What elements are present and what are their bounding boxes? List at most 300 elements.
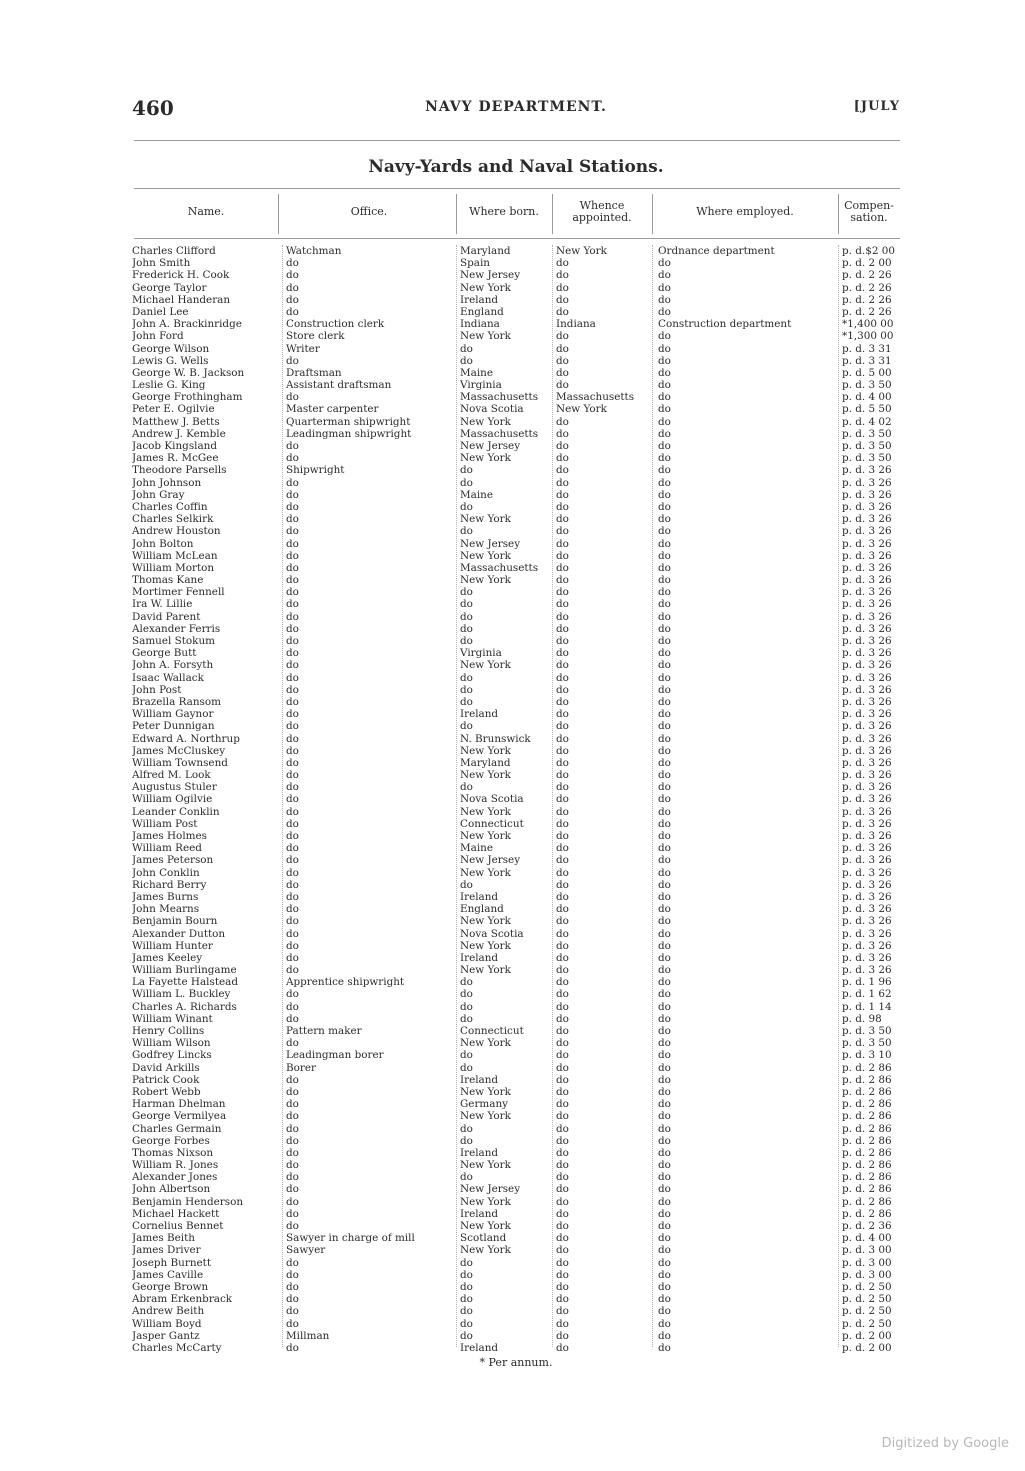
table-row bbox=[132, 1049, 900, 1061]
cell-born: New York bbox=[460, 964, 511, 977]
cell-name: George Wilson bbox=[132, 342, 210, 355]
cell-born: England bbox=[460, 903, 504, 916]
cell-employed: do bbox=[658, 903, 671, 916]
cell-compensation: p. d. 3 31 bbox=[842, 354, 892, 367]
cell-compensation: p. d. 3 26 bbox=[842, 830, 892, 842]
cell-employed: do bbox=[658, 927, 671, 940]
cell-compensation: p. d. 2 50 bbox=[842, 1305, 892, 1318]
cell-compensation: p. d. 3 26 bbox=[842, 488, 892, 501]
cell-compensation: p. d. 3 26 bbox=[842, 793, 892, 806]
cell-employed: Construction department bbox=[658, 318, 792, 331]
table-row bbox=[132, 940, 900, 952]
cell-born: New York bbox=[460, 1110, 511, 1123]
cell-compensation: p. d. 2 50 bbox=[842, 1293, 892, 1306]
table-row bbox=[132, 1318, 900, 1330]
table-top-rule bbox=[134, 188, 900, 189]
cell-born: do bbox=[460, 500, 473, 513]
cell-office: do bbox=[286, 659, 299, 672]
table-row bbox=[132, 525, 900, 537]
table-row bbox=[132, 538, 900, 550]
cell-born: do bbox=[460, 598, 473, 611]
cell-appointed: do bbox=[556, 878, 569, 891]
cell-name: Charles McCarty bbox=[132, 1341, 222, 1354]
cell-born: New York bbox=[460, 1037, 511, 1050]
table-row bbox=[132, 598, 900, 610]
cell-appointed: do bbox=[556, 1341, 569, 1354]
cell-appointed: do bbox=[556, 939, 569, 952]
cell-born: do bbox=[460, 988, 473, 1001]
cell-appointed: do bbox=[556, 1159, 569, 1172]
cell-office: do bbox=[286, 1305, 299, 1318]
cell-appointed: do bbox=[556, 890, 569, 903]
cell-office: do bbox=[286, 927, 299, 940]
table-row bbox=[132, 928, 900, 940]
table-row bbox=[132, 428, 900, 440]
table-row bbox=[132, 489, 900, 501]
cell-employed: do bbox=[658, 342, 671, 355]
cell-compensation: p. d. 3 00 bbox=[842, 1268, 892, 1281]
cell-compensation: p. d. 3 00 bbox=[842, 1256, 892, 1269]
cell-compensation: p. d. 3 50 bbox=[842, 440, 892, 452]
table-row bbox=[132, 1013, 900, 1025]
cell-office: do bbox=[286, 269, 299, 282]
cell-compensation: p. d. 2 86 bbox=[842, 1146, 892, 1159]
cell-appointed: do bbox=[556, 830, 569, 842]
cell-appointed: do bbox=[556, 732, 569, 745]
cell-born: Ireland bbox=[460, 293, 499, 306]
cell-born: Scotland bbox=[460, 1232, 507, 1245]
table-row bbox=[132, 1062, 900, 1074]
cell-born: Spain bbox=[460, 257, 490, 270]
cell-born: Maryland bbox=[460, 756, 511, 769]
table-row bbox=[132, 1269, 900, 1281]
cell-office: do bbox=[286, 1183, 299, 1196]
cell-born: do bbox=[460, 1134, 473, 1147]
cell-born: New York bbox=[460, 513, 511, 526]
cell-employed: do bbox=[658, 951, 671, 964]
table-row bbox=[132, 574, 900, 586]
cell-employed: do bbox=[658, 366, 671, 379]
column-header-office: Office. bbox=[350, 205, 388, 218]
cell-appointed: do bbox=[556, 330, 569, 343]
cell-office: do bbox=[286, 610, 299, 623]
table-row bbox=[132, 1281, 900, 1293]
table-row bbox=[132, 964, 900, 976]
cell-appointed: do bbox=[556, 561, 569, 574]
cell-office: Millman bbox=[286, 1329, 330, 1342]
cell-employed: do bbox=[658, 1098, 671, 1111]
table-row bbox=[132, 879, 900, 891]
cell-appointed: do bbox=[556, 500, 569, 513]
table-row bbox=[132, 1001, 900, 1013]
cell-compensation: p. d. 3 26 bbox=[842, 671, 892, 684]
table-title: Navy-Yards and Naval Stations. bbox=[368, 157, 664, 177]
cell-appointed: do bbox=[556, 1122, 569, 1135]
cell-name: Alfred M. Look bbox=[132, 769, 211, 782]
cell-office: Leadingman borer bbox=[286, 1049, 384, 1062]
cell-office: do bbox=[286, 1159, 299, 1172]
cell-appointed: do bbox=[556, 842, 569, 855]
column-header-born: Where born. bbox=[469, 205, 539, 218]
cell-employed: do bbox=[658, 500, 671, 513]
cell-name: David Parent bbox=[132, 610, 201, 623]
cell-employed: do bbox=[658, 635, 671, 647]
cell-employed: Ordnance department bbox=[658, 245, 775, 257]
cell-office: Writer bbox=[286, 342, 320, 355]
cell-compensation: p. d. 2 50 bbox=[842, 1317, 892, 1330]
cell-name: James Caville bbox=[132, 1268, 204, 1281]
cell-office: do bbox=[286, 964, 299, 977]
table-row bbox=[132, 867, 900, 879]
table-row bbox=[132, 854, 900, 866]
cell-appointed: do bbox=[556, 293, 569, 306]
cell-office: do bbox=[286, 1110, 299, 1123]
cell-employed: do bbox=[658, 988, 671, 1001]
cell-employed: do bbox=[658, 415, 671, 428]
table-row bbox=[132, 647, 900, 659]
cell-employed: do bbox=[658, 574, 671, 587]
table-row bbox=[132, 976, 900, 988]
cell-name: Peter Dunnigan bbox=[132, 720, 215, 733]
cell-office: do bbox=[286, 683, 299, 696]
cell-name: Charles A. Richards bbox=[132, 1000, 237, 1013]
cell-employed: do bbox=[658, 281, 671, 294]
cell-compensation: p. d. 3 26 bbox=[842, 756, 892, 769]
cell-appointed: do bbox=[556, 379, 569, 392]
cell-appointed: Massachusetts bbox=[556, 391, 635, 404]
cell-name: Benjamin Henderson bbox=[132, 1195, 244, 1208]
cell-office: Pattern maker bbox=[286, 1025, 362, 1037]
cell-employed: do bbox=[658, 1195, 671, 1208]
cell-office: do bbox=[286, 1293, 299, 1306]
cell-office: do bbox=[286, 1207, 299, 1220]
cell-name: James Holmes bbox=[132, 830, 207, 842]
cell-compensation: p. d. 3 26 bbox=[842, 964, 892, 977]
cell-compensation: p. d. 3 26 bbox=[842, 951, 892, 964]
cell-employed: do bbox=[658, 1037, 671, 1050]
cell-name: Alexander Jones bbox=[132, 1171, 218, 1184]
page-header bbox=[132, 96, 900, 118]
cell-employed: do bbox=[658, 476, 671, 489]
cell-compensation: p. d. 3 26 bbox=[842, 598, 892, 611]
cell-office: do bbox=[286, 537, 299, 550]
cell-born: do bbox=[460, 1256, 473, 1269]
cell-office: Store clerk bbox=[286, 330, 345, 343]
cell-office: do bbox=[286, 257, 299, 270]
cell-name: Joseph Burnett bbox=[132, 1256, 212, 1269]
cell-name: John A. Forsyth bbox=[132, 659, 214, 672]
cell-appointed: do bbox=[556, 415, 569, 428]
table-row bbox=[132, 1037, 900, 1049]
cell-appointed: do bbox=[556, 854, 569, 867]
cell-office: do bbox=[286, 756, 299, 769]
cell-appointed: do bbox=[556, 464, 569, 477]
cell-employed: do bbox=[658, 671, 671, 684]
cell-appointed: do bbox=[556, 610, 569, 623]
cell-compensation: p. d. 3 26 bbox=[842, 817, 892, 830]
cell-compensation: p. d. 3 26 bbox=[842, 561, 892, 574]
cell-compensation: p. d. 3 26 bbox=[842, 903, 892, 916]
cell-employed: do bbox=[658, 1329, 671, 1342]
cell-office: Draftsman bbox=[286, 366, 342, 379]
cell-appointed: do bbox=[556, 269, 569, 282]
cell-compensation: p. d. 3 26 bbox=[842, 781, 892, 794]
cell-compensation: p. d. 2 86 bbox=[842, 1061, 892, 1074]
cell-born: New York bbox=[460, 452, 511, 465]
cell-born: do bbox=[460, 635, 473, 647]
cell-employed: do bbox=[658, 1122, 671, 1135]
cell-name: John Bolton bbox=[132, 537, 194, 550]
cell-born: do bbox=[460, 610, 473, 623]
cell-name: George Frothingham bbox=[132, 391, 243, 404]
cell-appointed: do bbox=[556, 1000, 569, 1013]
table-row bbox=[132, 452, 900, 464]
cell-employed: do bbox=[658, 732, 671, 745]
cell-born: New York bbox=[460, 769, 511, 782]
table-row bbox=[132, 988, 900, 1000]
cell-employed: do bbox=[658, 659, 671, 672]
cell-born: do bbox=[460, 976, 473, 989]
cell-born: Nova Scotia bbox=[460, 927, 524, 940]
cell-appointed: do bbox=[556, 281, 569, 294]
cell-compensation: p. d. 5 00 bbox=[842, 366, 892, 379]
cell-appointed: do bbox=[556, 427, 569, 440]
cell-name: James McCluskey bbox=[132, 744, 226, 757]
cell-appointed: do bbox=[556, 488, 569, 501]
cell-office: Sawyer in charge of mill bbox=[286, 1232, 415, 1245]
cell-employed: do bbox=[658, 464, 671, 477]
cell-employed: do bbox=[658, 610, 671, 623]
cell-name: John Mearns bbox=[132, 903, 200, 916]
cell-compensation: p. d. 2 86 bbox=[842, 1183, 892, 1196]
cell-name: La Fayette Halstead bbox=[132, 976, 239, 989]
cell-employed: do bbox=[658, 866, 671, 879]
table-row bbox=[132, 464, 900, 476]
cell-appointed: do bbox=[556, 1183, 569, 1196]
cell-employed: do bbox=[658, 1049, 671, 1062]
cell-name: George Butt bbox=[132, 647, 197, 660]
cell-appointed: do bbox=[556, 1195, 569, 1208]
cell-employed: do bbox=[658, 440, 671, 452]
cell-office: do bbox=[286, 1037, 299, 1050]
cell-office: do bbox=[286, 1134, 299, 1147]
cell-name: William Burlingame bbox=[132, 964, 237, 977]
cell-name: Daniel Lee bbox=[132, 305, 189, 318]
table-row bbox=[132, 1196, 900, 1208]
table-row bbox=[132, 781, 900, 793]
cell-appointed: do bbox=[556, 927, 569, 940]
cell-compensation: p. d. 3 26 bbox=[842, 622, 892, 635]
cell-compensation: p. d. 3 31 bbox=[842, 342, 892, 355]
cell-born: do bbox=[460, 1293, 473, 1306]
table-row bbox=[132, 635, 900, 647]
table-row bbox=[132, 818, 900, 830]
cell-office: do bbox=[286, 805, 299, 818]
cell-office: do bbox=[286, 452, 299, 465]
cell-office: do bbox=[286, 635, 299, 647]
cell-compensation: p. d. 3 50 bbox=[842, 1037, 892, 1050]
cell-employed: do bbox=[658, 769, 671, 782]
cell-born: Massachusetts bbox=[460, 561, 539, 574]
cell-name: William Townsend bbox=[132, 756, 228, 769]
cell-compensation: p. d. 2 26 bbox=[842, 293, 892, 306]
cell-employed: do bbox=[658, 817, 671, 830]
cell-compensation: p. d. 3 26 bbox=[842, 842, 892, 855]
table-row bbox=[132, 501, 900, 513]
cell-compensation: p. d. 3 26 bbox=[842, 890, 892, 903]
cell-employed: do bbox=[658, 257, 671, 270]
table-row bbox=[132, 562, 900, 574]
cell-name: Matthew J. Betts bbox=[132, 415, 220, 428]
cell-compensation: *1,400 00 bbox=[842, 318, 894, 331]
cell-born: do bbox=[460, 695, 473, 708]
table-row bbox=[132, 1208, 900, 1220]
cell-compensation: p. d. 1 62 bbox=[842, 988, 892, 1001]
cell-appointed: do bbox=[556, 622, 569, 635]
cell-office: do bbox=[286, 281, 299, 294]
cell-name: John Johnson bbox=[132, 476, 202, 489]
cell-name: James R. McGee bbox=[132, 452, 219, 465]
table-row bbox=[132, 1074, 900, 1086]
table-row bbox=[132, 306, 900, 318]
cell-name: David Arkills bbox=[132, 1061, 200, 1074]
cell-name: Henry Collins bbox=[132, 1025, 205, 1037]
cell-office: do bbox=[286, 732, 299, 745]
cell-employed: do bbox=[658, 513, 671, 526]
cell-name: Charles Clifford bbox=[132, 245, 216, 257]
cell-name: Alexander Dutton bbox=[132, 927, 226, 940]
cell-employed: do bbox=[658, 598, 671, 611]
cell-office: do bbox=[286, 878, 299, 891]
cell-employed: do bbox=[658, 720, 671, 733]
table-row bbox=[132, 720, 900, 732]
cell-appointed: do bbox=[556, 366, 569, 379]
table-row bbox=[132, 1025, 900, 1037]
cell-born: do bbox=[460, 781, 473, 794]
cell-employed: do bbox=[658, 525, 671, 538]
cell-employed: do bbox=[658, 1134, 671, 1147]
table-row bbox=[132, 245, 900, 257]
cell-compensation: p. d. 3 26 bbox=[842, 695, 892, 708]
cell-office: do bbox=[286, 890, 299, 903]
table-row bbox=[132, 318, 900, 330]
cell-compensation: *1,300 00 bbox=[842, 330, 894, 343]
cell-office: do bbox=[286, 830, 299, 842]
cell-compensation: p. d. 3 50 bbox=[842, 452, 892, 465]
cell-employed: do bbox=[658, 1220, 671, 1232]
cell-office: do bbox=[286, 549, 299, 562]
cell-born: New York bbox=[460, 1085, 511, 1098]
cell-compensation: p. d. 3 26 bbox=[842, 915, 892, 928]
cell-employed: do bbox=[658, 842, 671, 855]
cell-office: do bbox=[286, 842, 299, 855]
cell-name: Lewis G. Wells bbox=[132, 354, 209, 367]
cell-employed: do bbox=[658, 683, 671, 696]
table-row bbox=[132, 1086, 900, 1098]
cell-appointed: do bbox=[556, 659, 569, 672]
cell-born: New York bbox=[460, 549, 511, 562]
cell-employed: do bbox=[658, 427, 671, 440]
table-row bbox=[132, 257, 900, 269]
cell-name: Augustus Stuler bbox=[132, 781, 217, 794]
cell-appointed: do bbox=[556, 1134, 569, 1147]
table-row bbox=[132, 1305, 900, 1317]
cell-name: George W. B. Jackson bbox=[132, 366, 245, 379]
cell-name: Jasper Gantz bbox=[132, 1329, 200, 1342]
cell-name: James Driver bbox=[132, 1244, 201, 1257]
cell-appointed: do bbox=[556, 342, 569, 355]
cell-office: do bbox=[286, 1280, 299, 1293]
cell-appointed: New York bbox=[556, 403, 607, 416]
cell-born: Ireland bbox=[460, 1073, 499, 1086]
table-row bbox=[132, 586, 900, 598]
cell-employed: do bbox=[658, 1000, 671, 1013]
cell-name: John Smith bbox=[132, 257, 191, 270]
cell-office: do bbox=[286, 708, 299, 721]
cell-appointed: do bbox=[556, 683, 569, 696]
cell-compensation: p. d. 2 86 bbox=[842, 1085, 892, 1098]
cell-name: John Ford bbox=[132, 330, 184, 343]
cell-born: do bbox=[460, 671, 473, 684]
cell-compensation: p. d. 2 86 bbox=[842, 1207, 892, 1220]
cell-employed: do bbox=[658, 878, 671, 891]
cell-appointed: do bbox=[556, 903, 569, 916]
cell-appointed: do bbox=[556, 769, 569, 782]
cell-office: do bbox=[286, 1195, 299, 1208]
cell-compensation: p. d. 2 86 bbox=[842, 1134, 892, 1147]
cell-office: do bbox=[286, 440, 299, 452]
cell-office: do bbox=[286, 1000, 299, 1013]
table-row bbox=[132, 842, 900, 854]
cell-compensation: p. d. 3 26 bbox=[842, 549, 892, 562]
cell-appointed: do bbox=[556, 1305, 569, 1318]
cell-office: do bbox=[286, 1341, 299, 1354]
cell-name: George Forbes bbox=[132, 1134, 210, 1147]
cell-office: do bbox=[286, 500, 299, 513]
cell-employed: do bbox=[658, 1025, 671, 1037]
cell-employed: do bbox=[658, 939, 671, 952]
table-row bbox=[132, 611, 900, 623]
table-row bbox=[132, 1330, 900, 1342]
cell-office: do bbox=[286, 1146, 299, 1159]
cell-born: New York bbox=[460, 574, 511, 587]
cell-name: Charles Germain bbox=[132, 1122, 222, 1135]
table-header-rule bbox=[134, 238, 900, 239]
cell-born: do bbox=[460, 1268, 473, 1281]
cell-appointed: do bbox=[556, 1073, 569, 1086]
cell-appointed: do bbox=[556, 1085, 569, 1098]
cell-born: do bbox=[460, 1329, 473, 1342]
cell-office: do bbox=[286, 354, 299, 367]
cell-office: do bbox=[286, 293, 299, 306]
cell-appointed: do bbox=[556, 1293, 569, 1306]
cell-appointed: do bbox=[556, 976, 569, 989]
cell-compensation: p. d. 3 26 bbox=[842, 610, 892, 623]
cell-compensation: p. d. 3 26 bbox=[842, 878, 892, 891]
cell-office: do bbox=[286, 854, 299, 867]
cell-appointed: do bbox=[556, 1244, 569, 1257]
cell-born: New York bbox=[460, 744, 511, 757]
cell-name: Mortimer Fennell bbox=[132, 586, 225, 599]
cell-born: Virginia bbox=[460, 647, 502, 660]
cell-employed: do bbox=[658, 1305, 671, 1318]
cell-appointed: do bbox=[556, 598, 569, 611]
cell-compensation: p. d. 3 26 bbox=[842, 525, 892, 538]
cell-born: do bbox=[460, 1280, 473, 1293]
cell-compensation: p. d. 3 50 bbox=[842, 379, 892, 392]
cell-employed: do bbox=[658, 1171, 671, 1184]
cell-name: Harman Dhelman bbox=[132, 1098, 226, 1111]
